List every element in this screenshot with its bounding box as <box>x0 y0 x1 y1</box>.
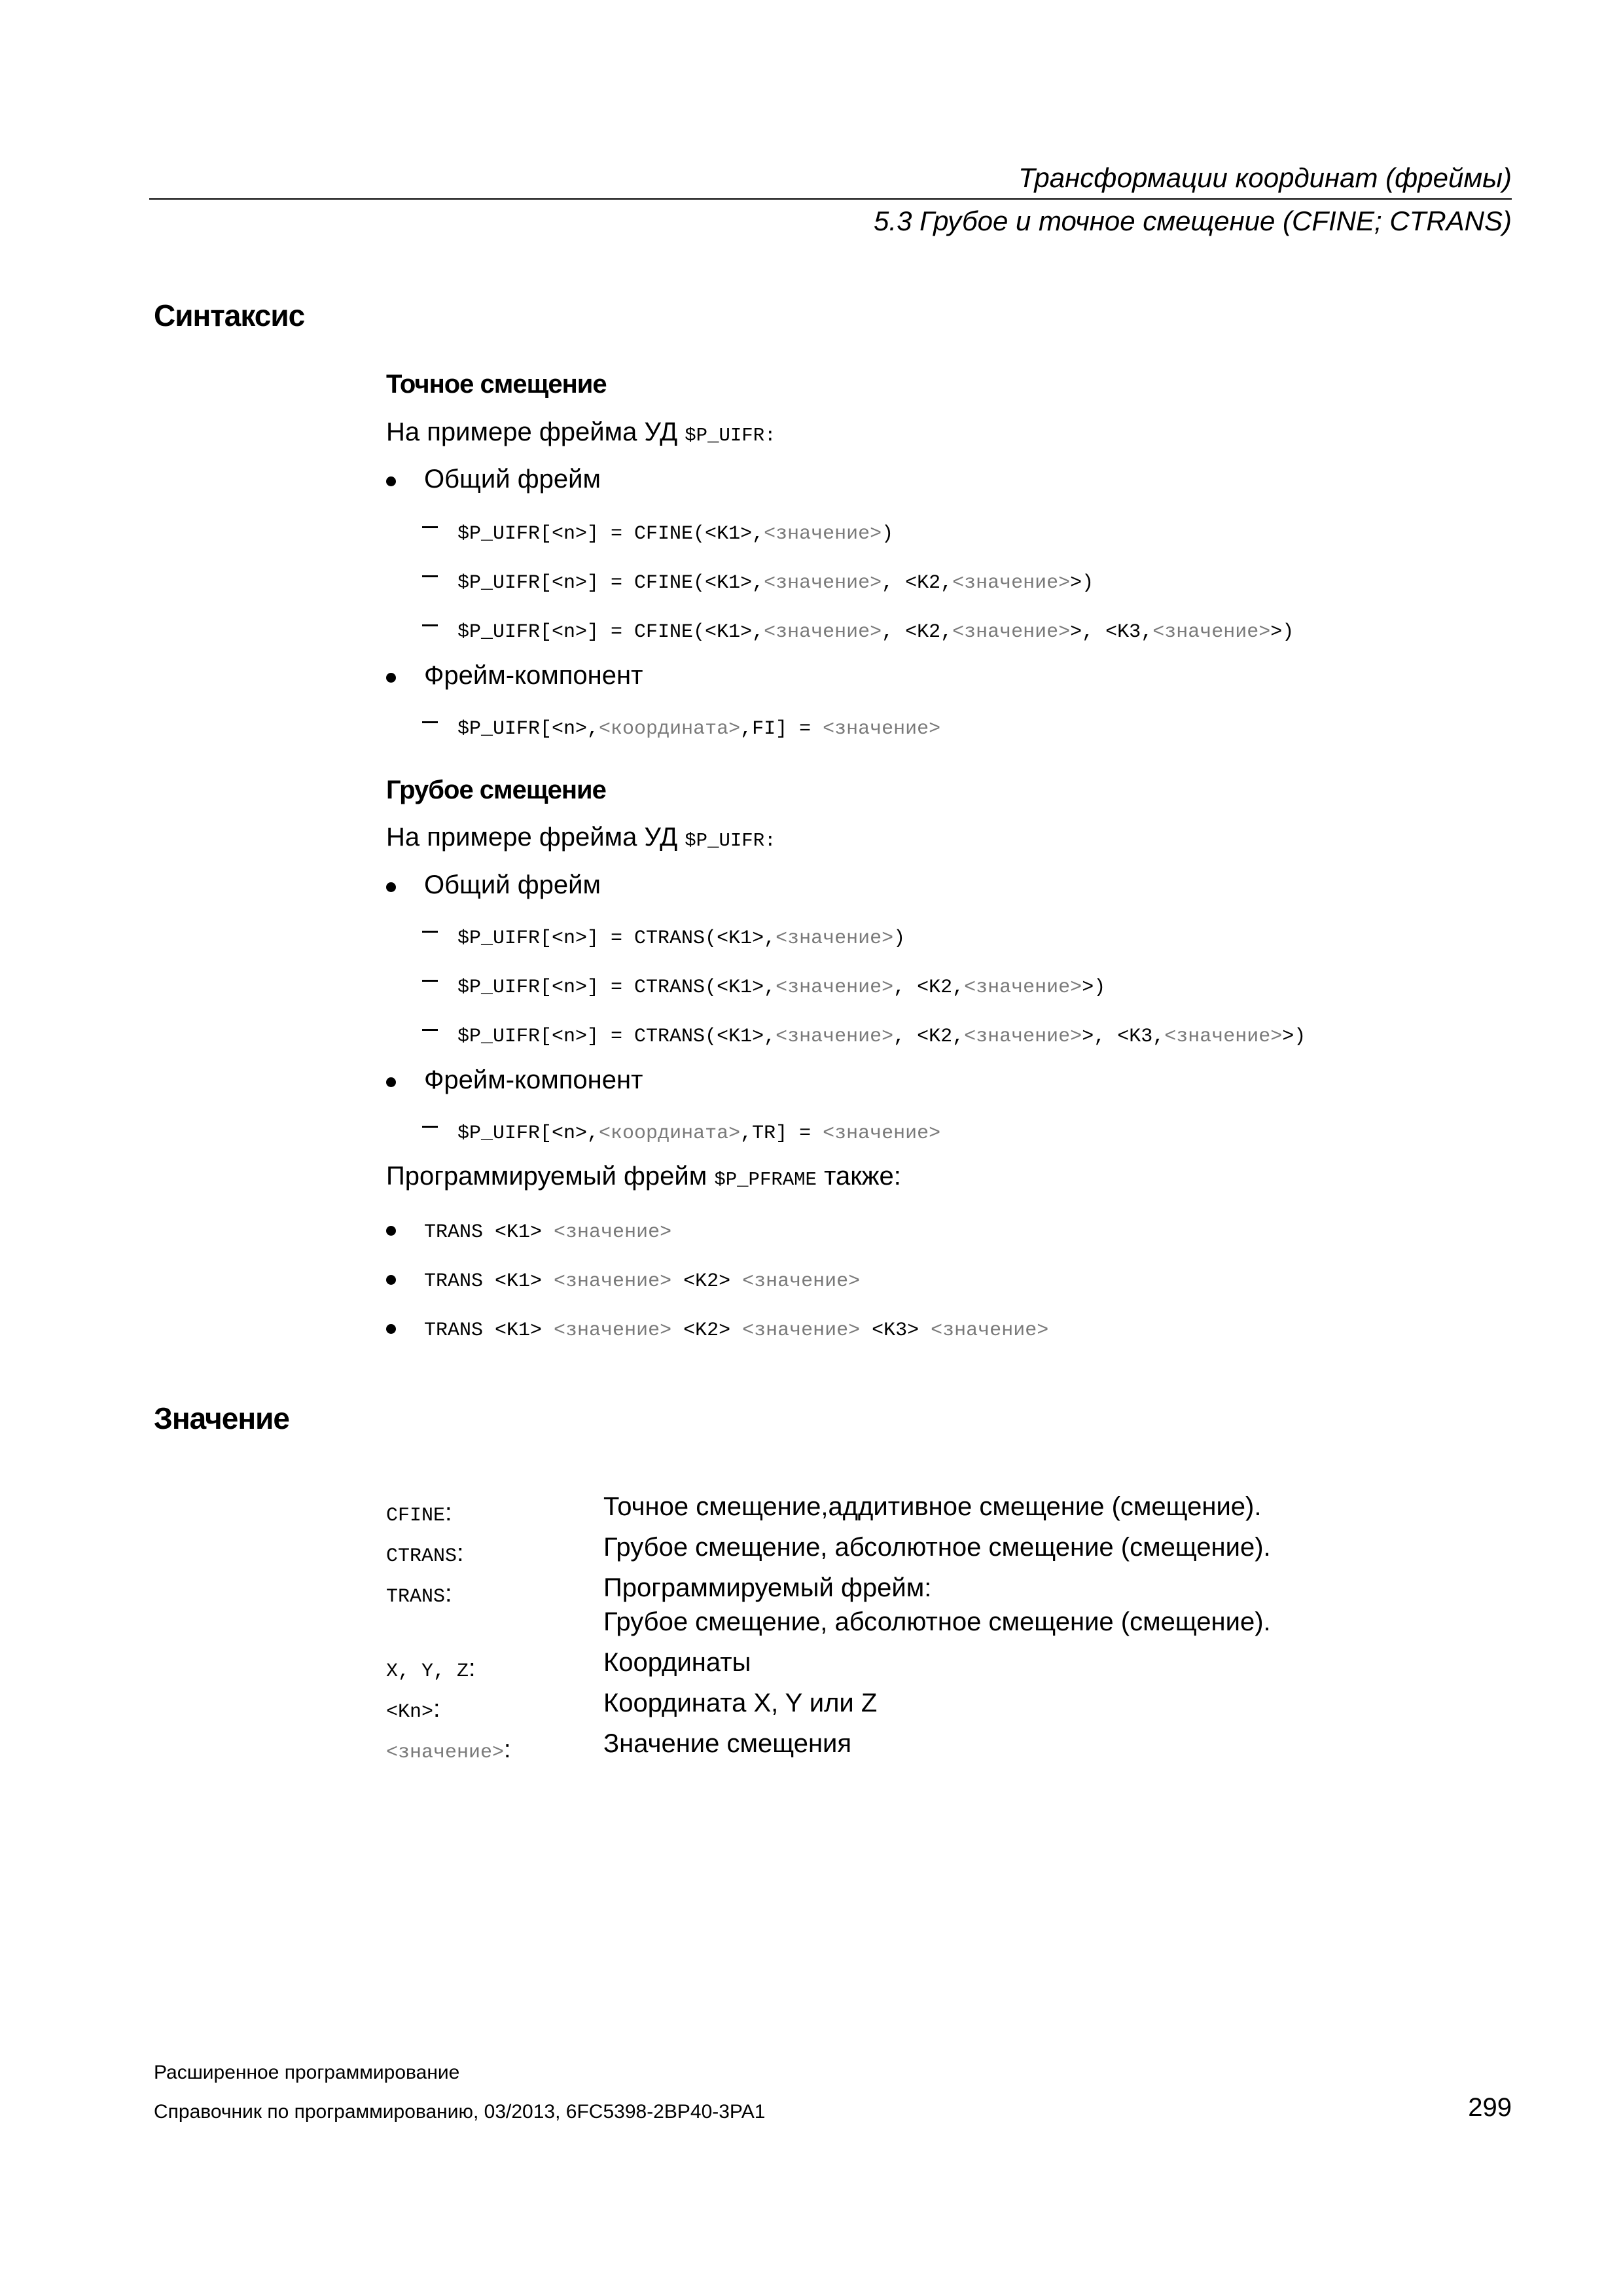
coarse-intro-text: На примере фрейма УД <box>386 823 685 852</box>
fine-bullet-component: Фрейм-компонент <box>386 661 643 691</box>
code-token: >, <K3, <box>1082 1026 1165 1048</box>
placeholder-token: <значение> <box>764 523 882 545</box>
prog-frame-intro: Программируемый фрейм $P_PFRAME также: <box>386 1162 901 1191</box>
running-header-section: 5.3 Грубое и точное смещение (CFINE; CTRANS) <box>874 206 1512 236</box>
bullet-dot-icon <box>386 1077 396 1087</box>
dash-icon <box>422 931 438 933</box>
footer-line1: Расширенное программирование <box>154 2062 460 2083</box>
code-token: $P_UIFR[<n>] = CTRANS(<K1>, <box>457 927 776 950</box>
term-ctrans: CTRANS: <box>386 1539 464 1568</box>
code-token: , <K2, <box>882 572 953 594</box>
page-number: 299 <box>1468 2093 1512 2122</box>
prog-item <box>386 1214 671 1244</box>
placeholder-token: <значение> <box>764 621 882 643</box>
fine-intro-code: $P_UIFR: <box>685 425 776 446</box>
placeholder-token: <координата> <box>599 1122 741 1145</box>
code-token: >) <box>1270 621 1294 643</box>
term-trans: TRANS: <box>386 1580 452 1608</box>
dash-icon <box>422 624 438 626</box>
code-token: <K2> <box>671 1270 743 1293</box>
placeholder-token: <значение> <box>1164 1026 1283 1048</box>
code-token: $P_UIFR[<n>] = CTRANS(<K1>, <box>457 1026 776 1048</box>
fine-offset-heading: Точное смещение <box>386 370 607 399</box>
code-token: $P_UIFR[<n>] = CFINE(<K1>, <box>457 572 764 594</box>
fine-bullet-general: Общий фрейм <box>386 465 601 494</box>
code-segments <box>457 621 1294 643</box>
placeholder-token: <значение> <box>823 718 941 740</box>
fine-intro-text: На примере фрейма УД <box>386 418 685 446</box>
code-segments <box>457 1122 940 1145</box>
placeholder-token: <значение> <box>742 1319 861 1342</box>
header-rule <box>149 198 1512 200</box>
bullet-dot-icon <box>386 1275 396 1285</box>
code-line <box>422 975 1105 999</box>
running-header-chapter: Трансформации координат (фреймы) <box>1018 162 1512 193</box>
dash-icon <box>422 980 438 982</box>
code-token: >, <K3, <box>1070 621 1153 643</box>
code-token: <K2> <box>671 1319 743 1342</box>
code-segments <box>457 572 1094 594</box>
code-token: ) <box>893 927 906 950</box>
code-segments <box>457 523 893 545</box>
code-token: $P_UIFR[<n>] = CFINE(<K1>, <box>457 523 764 545</box>
desc-ctrans: Грубое смещение, абсолютное смещение (смещение). <box>603 1533 1271 1562</box>
term-value: <значение>: <box>386 1736 511 1764</box>
code-segments <box>457 977 1105 999</box>
placeholder-token: <значение> <box>1152 621 1271 643</box>
dash-icon <box>422 1126 438 1128</box>
bullet-dot-icon <box>386 673 396 683</box>
desc-kn: Координата X, Y или Z <box>603 1689 878 1717</box>
placeholder-token: <значение> <box>964 977 1082 999</box>
code-token: >) <box>1070 572 1094 594</box>
code-token: TRANS <K1> <box>424 1270 554 1293</box>
desc-trans-line2: Грубое смещение, абсолютное смещение (смещение). <box>603 1607 1271 1636</box>
code-line <box>422 926 905 950</box>
code-token: ,FI] = <box>740 718 823 740</box>
dash-icon <box>422 526 438 528</box>
term-cfine: CFINE: <box>386 1499 452 1527</box>
coarse-bullet-component: Фрейм-компонент <box>386 1066 643 1095</box>
code-token: <K3> <box>860 1319 931 1342</box>
dash-icon <box>422 1029 438 1031</box>
placeholder-token: <координата> <box>599 718 741 740</box>
code-token: TRANS <K1> <box>424 1221 554 1244</box>
syntax-heading: Синтаксис <box>154 298 305 332</box>
code-line <box>422 1121 940 1145</box>
code-line <box>422 522 893 545</box>
placeholder-token: <значение> <box>776 977 894 999</box>
bullet-dot-icon <box>386 1226 396 1236</box>
code-token: $P_UIFR[<n>] = CTRANS(<K1>, <box>457 977 776 999</box>
code-token: , <K2, <box>893 1026 965 1048</box>
placeholder-token: <значение> <box>742 1270 861 1293</box>
placeholder-token: <значение> <box>931 1319 1049 1342</box>
code-token: $P_UIFR[<n>, <box>457 1122 599 1145</box>
code-segments <box>424 1270 860 1293</box>
code-line <box>422 571 1094 594</box>
placeholder-token: <значение> <box>554 1221 672 1244</box>
coarse-offset-heading: Грубое смещение <box>386 776 606 804</box>
desc-value: Значение смещения <box>603 1729 852 1758</box>
placeholder-token: <значение> <box>554 1319 672 1342</box>
desc-xyz: Координаты <box>603 1648 751 1677</box>
placeholder-token: <значение> <box>776 927 894 950</box>
desc-cfine: Точное смещение,аддитивное смещение (смещение). <box>603 1492 1262 1521</box>
placeholder-token: <значение> <box>964 1026 1082 1048</box>
code-line <box>422 1024 1306 1048</box>
code-line <box>422 620 1294 643</box>
placeholder-token: <значение> <box>776 1026 894 1048</box>
code-segments <box>424 1221 671 1244</box>
code-token: $P_UIFR[<n>, <box>457 718 599 740</box>
code-token: , <K2, <box>893 977 965 999</box>
code-segments <box>424 1319 1048 1342</box>
code-token: >) <box>1082 977 1106 999</box>
prog-item <box>386 1312 1048 1342</box>
code-line <box>422 717 940 740</box>
fine-intro <box>386 418 776 447</box>
placeholder-token: <значение> <box>554 1270 672 1293</box>
dash-icon <box>422 575 438 577</box>
code-token: , <K2, <box>882 621 953 643</box>
dash-icon <box>422 721 438 723</box>
code-segments <box>457 718 940 740</box>
term-xyz: X, Y, Z: <box>386 1655 476 1683</box>
placeholder-token: <значение> <box>764 572 882 594</box>
coarse-intro-code: $P_UIFR: <box>685 830 776 852</box>
code-token: ) <box>882 523 894 545</box>
meaning-heading: Значение <box>154 1401 289 1435</box>
bullet-dot-icon <box>386 476 396 486</box>
term-kn: <Kn>: <box>386 1695 440 1723</box>
coarse-bullet-general: Общий фрейм <box>386 870 601 900</box>
bullet-dot-icon <box>386 882 396 892</box>
code-token: $P_UIFR[<n>] = CFINE(<K1>, <box>457 621 764 643</box>
code-token: ,TR] = <box>740 1122 823 1145</box>
code-segments <box>457 1026 1306 1048</box>
placeholder-token: <значение> <box>952 621 1071 643</box>
coarse-intro <box>386 823 776 852</box>
placeholder-token: <значение> <box>952 572 1071 594</box>
placeholder-token: <значение> <box>823 1122 941 1145</box>
desc-trans: Программируемый фрейм: <box>603 1573 932 1602</box>
code-token: >) <box>1282 1026 1306 1048</box>
prog-item <box>386 1263 860 1293</box>
footer-line2: Справочник по программированию, 03/2013, 6FC5398-2BP40-3PA1 <box>154 2101 766 2123</box>
code-segments <box>457 927 905 950</box>
bullet-dot-icon <box>386 1324 396 1334</box>
code-token: TRANS <K1> <box>424 1319 554 1342</box>
